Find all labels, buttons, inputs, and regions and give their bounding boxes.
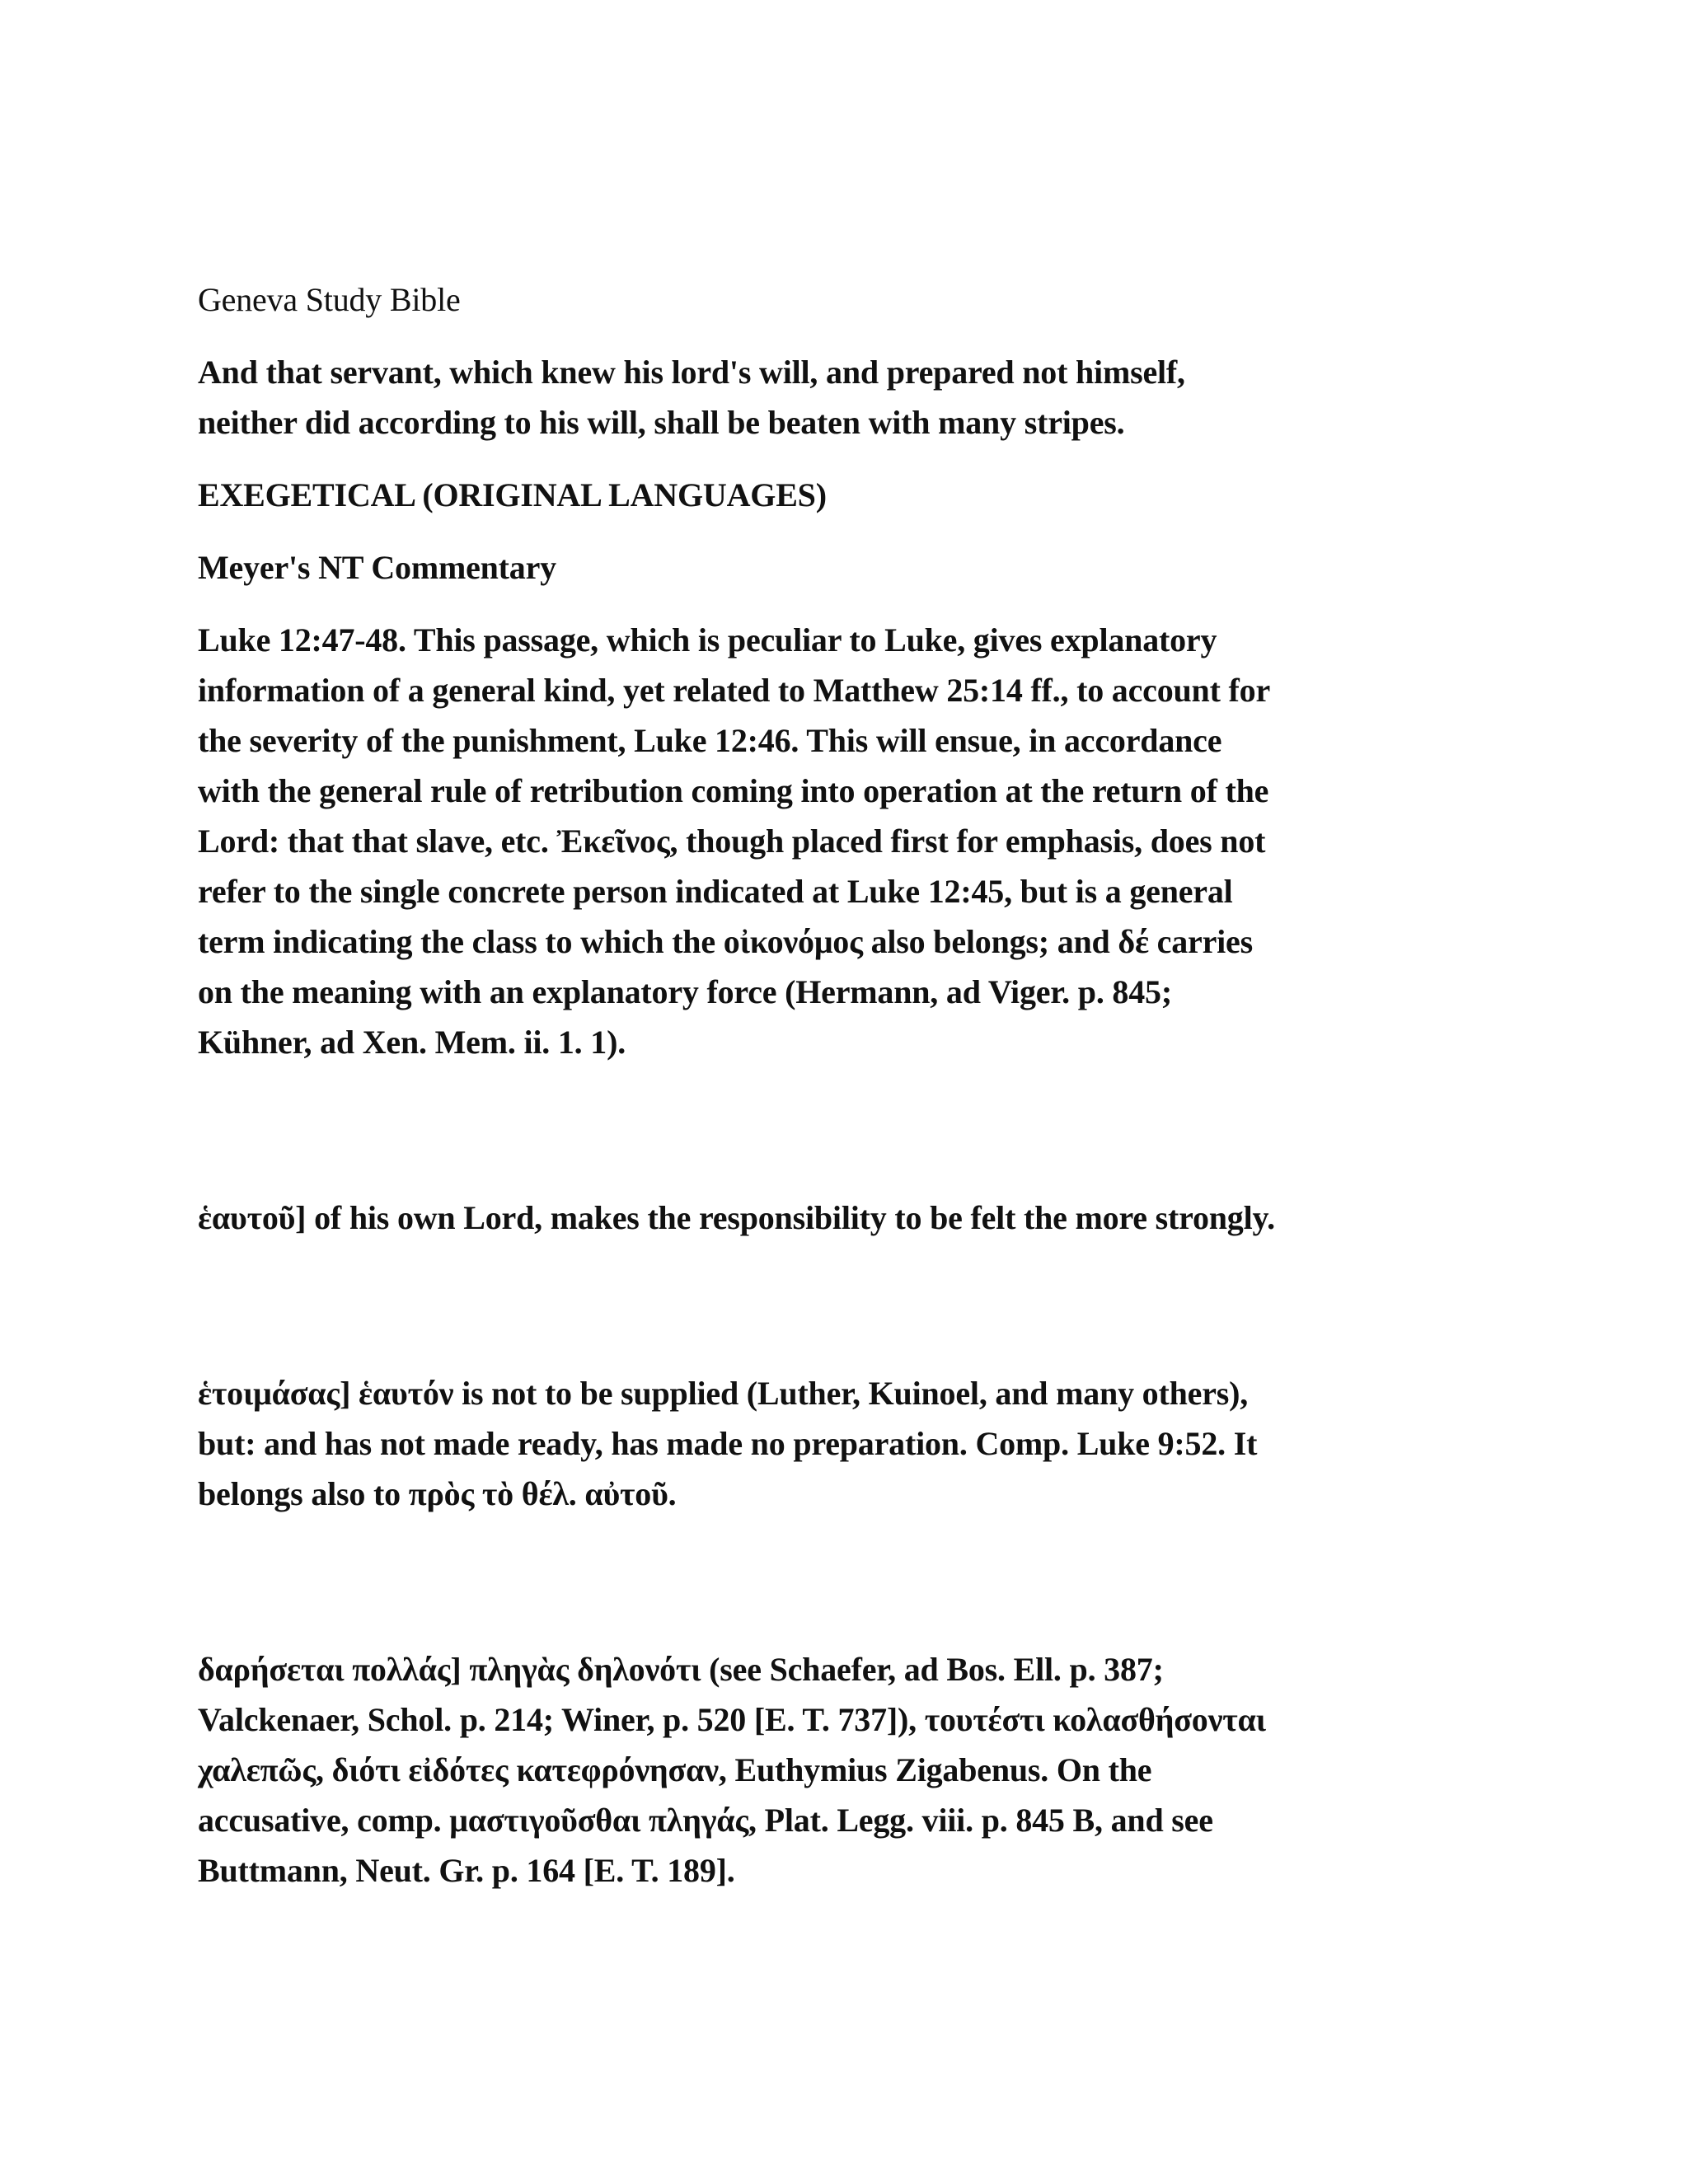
paragraph-line: the severity of the punishment, Luke 12:46. This will ensue, in accordance <box>198 722 1222 759</box>
paragraph-line: term indicating the class to which the οἰκονόμος also belongs; and δέ carries <box>198 923 1253 960</box>
paragraph-line: Valckenaer, Schol. p. 214; Winer, p. 520 [E. T. 737]), τουτέστι κολασθήσονται <box>198 1701 1266 1738</box>
document-title: Geneva Study Bible <box>198 281 461 318</box>
commentary-title: Meyer's NT Commentary <box>198 549 556 586</box>
verse-text <box>198 347 1492 448</box>
paragraph-line: Buttmann, Neut. Gr. p. 164 [E. T. 189]. <box>198 1852 735 1889</box>
paragraph-line: Kühner, ad Xen. Mem. ii. 1. 1). <box>198 1024 626 1061</box>
paragraph-line: accusative, comp. μαστιγοῦσθαι πληγάς, Plat. Legg. viii. p. 845 B, and see <box>198 1802 1213 1839</box>
commentary-paragraph-daresetai <box>198 1644 1492 1896</box>
paragraph-line: δαρήσεται πολλάς] πληγὰς δηλονότι (see Schaefer, ad Bos. Ell. p. 387; <box>198 1651 1164 1688</box>
paragraph-line: ἑαυτοῦ] of his own Lord, makes the responsibility to be felt the more strongly. <box>198 1199 1275 1236</box>
paragraph-line: with the general rule of retribution coming into operation at the return of the <box>198 772 1269 809</box>
commentary-paragraph-heautou <box>198 1193 1492 1243</box>
paragraph-line: belongs also to πρὸς τὸ θέλ. αὐτοῦ. <box>198 1475 677 1512</box>
paragraph-line: on the meaning with an explanatory force (Hermann, ad Viger. p. 845; <box>198 973 1172 1010</box>
verse-line: And that servant, which knew his lord's will, and prepared not himself, <box>198 354 1185 391</box>
document-body <box>198 274 1492 1896</box>
commentary-paragraph-intro <box>198 615 1492 1067</box>
paragraph-line: information of a general kind, yet related to Matthew 25:14 ff., to account for <box>198 672 1270 709</box>
paragraph-line: but: and has not made ready, has made no preparation. Comp. Luke 9:52. It <box>198 1425 1258 1462</box>
paragraph-line: χαλεπῶς, διότι εἰδότες κατεφρόνησαν, Euthymius Zigabenus. On the <box>198 1751 1152 1788</box>
paragraph-line: Lord: that that slave, etc. Ἐκεῖνος, though placed first for emphasis, does not <box>198 823 1266 860</box>
verse-line: neither did according to his will, shall be beaten with many stripes. <box>198 404 1125 441</box>
paragraph-line: Luke 12:47-48. This passage, which is peculiar to Luke, gives explanatory <box>198 621 1217 658</box>
paragraph-line: ἑτοιμάσας] ἑαυτόν is not to be supplied (Luther, Kuinoel, and many others), <box>198 1375 1249 1412</box>
commentary-paragraph-hetoimasas <box>198 1368 1492 1519</box>
paragraph-line: refer to the single concrete person indicated at Luke 12:45, but is a general <box>198 873 1233 910</box>
section-heading: EXEGETICAL (ORIGINAL LANGUAGES) <box>198 476 827 513</box>
